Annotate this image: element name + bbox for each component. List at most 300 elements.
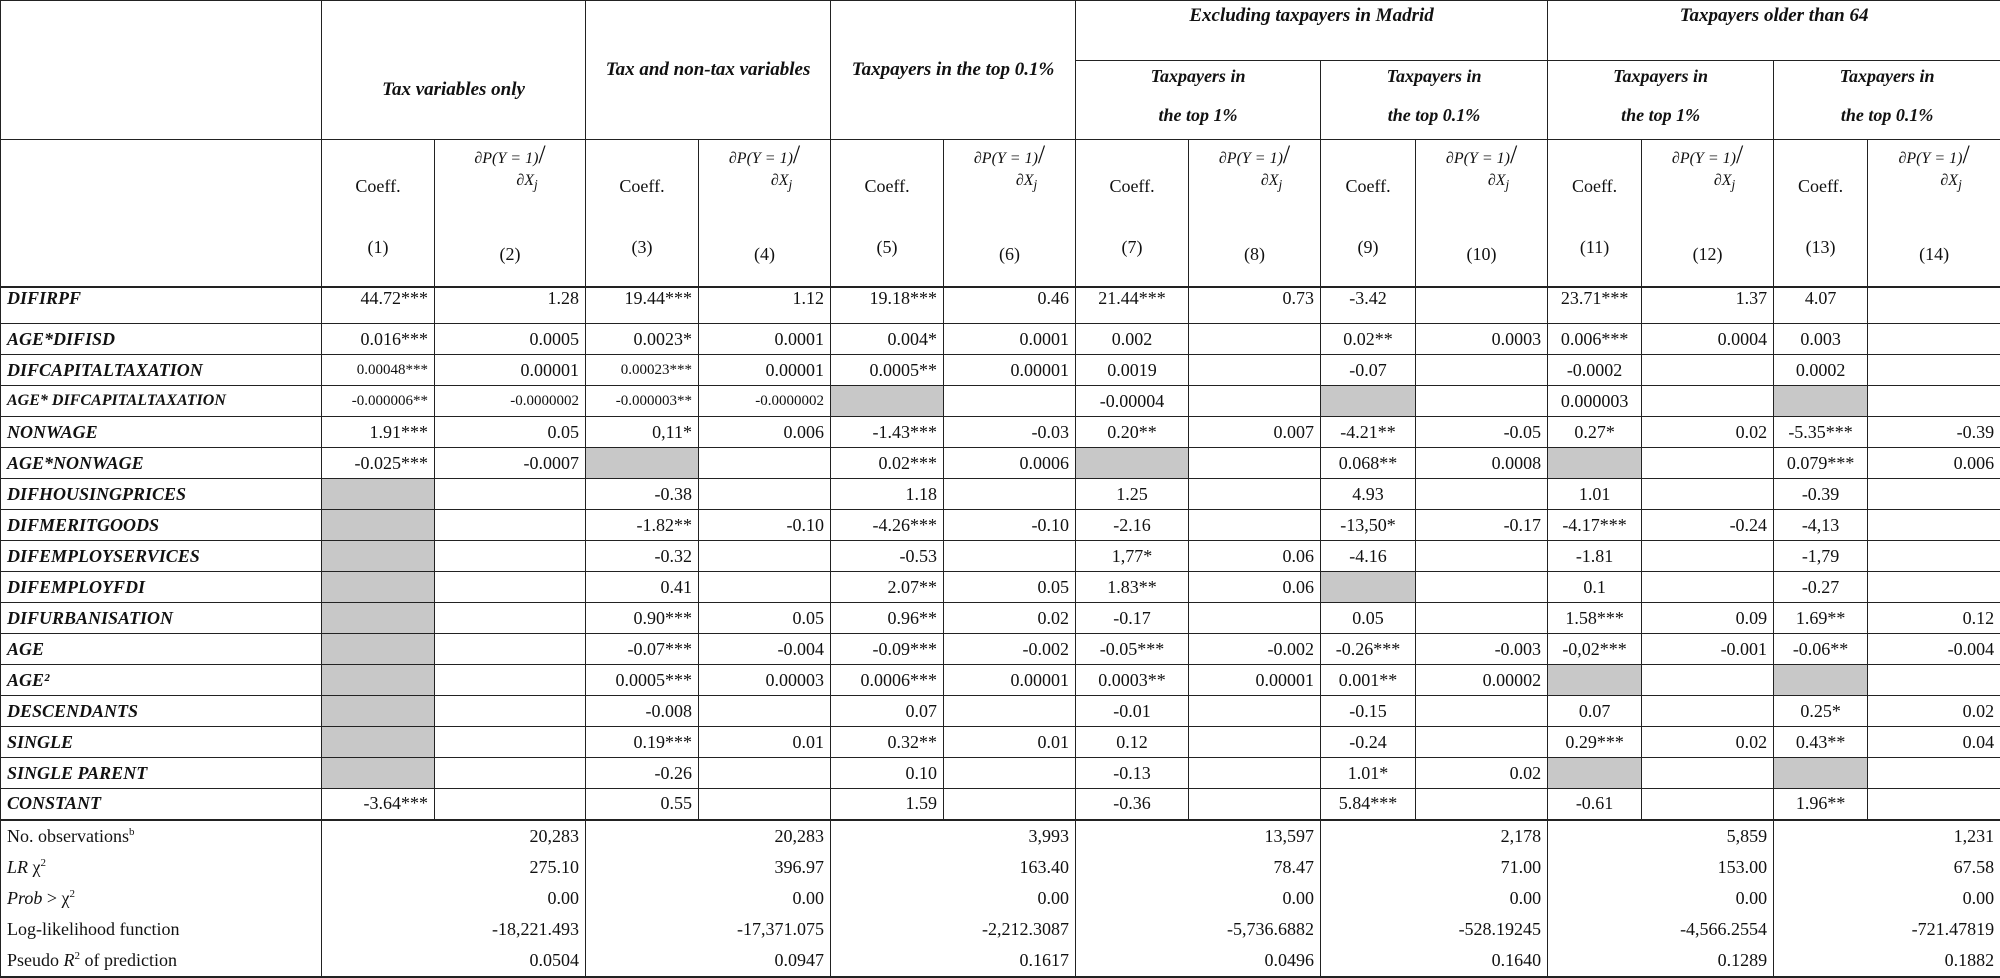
coefficient-cell bbox=[322, 541, 435, 572]
subgroup-line1: Taxpayers in bbox=[1327, 61, 1541, 91]
marginal-effect-cell: 0.0006 bbox=[944, 448, 1076, 479]
statistic-value: -528.19245 bbox=[1321, 914, 1548, 945]
formula-subscript: j bbox=[1958, 177, 1962, 192]
coefficient-cell: -3.42 bbox=[1321, 287, 1416, 324]
statistic-value: -18,221.493 bbox=[322, 914, 586, 945]
coeff-label: Coeff. bbox=[355, 176, 400, 196]
coefficient-cell: 44.72*** bbox=[322, 287, 435, 324]
marginal-effect-cell: 0.00001 bbox=[699, 355, 831, 386]
marginal-effect-cell: 1.28 bbox=[435, 287, 586, 324]
formula-numerator: ∂P(Y = 1) bbox=[1446, 150, 1510, 167]
coeff-label: Coeff. bbox=[1798, 176, 1843, 196]
marginal-effect-cell bbox=[435, 634, 586, 665]
column-number: (13) bbox=[1780, 237, 1861, 258]
coefficient-cell: 0.32** bbox=[831, 727, 944, 758]
marginal-effect-cell bbox=[1868, 572, 2000, 603]
marginal-effect-cell bbox=[435, 789, 586, 820]
row-label: DIFEMPLOYSERVICES bbox=[1, 541, 322, 572]
coefficient-cell: 0.41 bbox=[586, 572, 699, 603]
marginal-effect-cell: 1.12 bbox=[699, 287, 831, 324]
marginal-effect-cell: 0.04 bbox=[1868, 727, 2000, 758]
marginal-effect-cell bbox=[1868, 510, 2000, 541]
subgroup-line1: Taxpayers in bbox=[1554, 61, 1767, 91]
marginal-effect-cell bbox=[1416, 355, 1548, 386]
marginal-effect-formula bbox=[1672, 144, 1743, 196]
coefficient-cell: 2.07** bbox=[831, 572, 944, 603]
marginal-effect-cell: -0.001 bbox=[1642, 634, 1774, 665]
column-number: (6) bbox=[950, 244, 1069, 265]
table-row bbox=[1, 448, 2000, 479]
coefficient-cell bbox=[1321, 386, 1416, 417]
marginal-effect-cell: -0.05 bbox=[1416, 417, 1548, 448]
formula-numerator: ∂P(Y = 1) bbox=[474, 150, 538, 167]
coefficient-cell: 1.83** bbox=[1076, 572, 1189, 603]
marginal-effect-cell: 0.00001 bbox=[944, 355, 1076, 386]
statistic-value: 0.0504 bbox=[322, 945, 586, 977]
statistic-value: 0.1289 bbox=[1548, 945, 1774, 977]
statistic-row bbox=[1, 820, 2000, 852]
table-row bbox=[1, 386, 2000, 417]
coefficient-cell: 1.01* bbox=[1321, 758, 1416, 789]
coefficient-cell: 0.0023* bbox=[586, 324, 699, 355]
marginal-effect-cell: 0.73 bbox=[1189, 287, 1321, 324]
coefficient-cell bbox=[1548, 665, 1642, 696]
coefficient-cell: 0.10 bbox=[831, 758, 944, 789]
marginal-effect-cell: 0.05 bbox=[435, 417, 586, 448]
formula-slash: / bbox=[1962, 140, 1969, 169]
statistic-value: 1,231 bbox=[1774, 820, 2000, 852]
marginal-effect-cell bbox=[1642, 665, 1774, 696]
marginal-effect-cell bbox=[1868, 665, 2000, 696]
column-number: (11) bbox=[1554, 237, 1635, 258]
coefficient-cell: 1.18 bbox=[831, 479, 944, 510]
subgroup-line2: the top 1% bbox=[1554, 91, 1767, 139]
marginal-effect-cell bbox=[1416, 386, 1548, 417]
table-row bbox=[1, 324, 2000, 355]
marginal-effect-cell bbox=[1416, 572, 1548, 603]
marginal-effect-cell: 0.02 bbox=[1642, 727, 1774, 758]
coefficient-cell: 0.0002 bbox=[1774, 355, 1868, 386]
statistic-value: 5,859 bbox=[1548, 820, 1774, 852]
column-number: (4) bbox=[705, 244, 824, 265]
coefficient-cell: 0.20** bbox=[1076, 417, 1189, 448]
marginal-effect-cell: -0.004 bbox=[699, 634, 831, 665]
column-number: (7) bbox=[1082, 237, 1182, 258]
marginal-effect-cell bbox=[1868, 324, 2000, 355]
marginal-effect-cell: -0.0000002 bbox=[699, 386, 831, 417]
coefficient-cell: -0.01 bbox=[1076, 696, 1189, 727]
column-header-marginal-effect bbox=[944, 140, 1076, 287]
marginal-effect-cell: -0.03 bbox=[944, 417, 1076, 448]
coeff-label: Coeff. bbox=[1345, 176, 1390, 196]
formula-denominator bbox=[729, 170, 800, 196]
table-row bbox=[1, 355, 2000, 386]
label-text: > χ bbox=[42, 888, 69, 908]
coefficient-cell: 0.016*** bbox=[322, 324, 435, 355]
formula-den-text: ∂X bbox=[516, 172, 534, 189]
statistic-value: -17,371.075 bbox=[586, 914, 831, 945]
marginal-effect-cell bbox=[435, 510, 586, 541]
subgroup-older-top-1 bbox=[1548, 61, 1774, 140]
coefficient-cell bbox=[322, 510, 435, 541]
marginal-effect-formula bbox=[974, 144, 1045, 196]
coefficient-cell: 0.0006*** bbox=[831, 665, 944, 696]
coefficient-cell bbox=[322, 603, 435, 634]
marginal-effect-cell bbox=[944, 696, 1076, 727]
formula-denominator bbox=[474, 170, 545, 196]
statistic-value: 0.0947 bbox=[586, 945, 831, 977]
marginal-effect-cell: 0.00001 bbox=[944, 665, 1076, 696]
formula-numerator: ∂P(Y = 1) bbox=[729, 150, 793, 167]
group-older-than-64: Taxpayers older than 64 bbox=[1548, 1, 2000, 61]
column-header-row bbox=[1, 140, 2000, 287]
statistic-label bbox=[1, 852, 322, 883]
coefficient-cell: 0.0003** bbox=[1076, 665, 1189, 696]
column-number: (9) bbox=[1327, 237, 1409, 258]
table-row bbox=[1, 727, 2000, 758]
coefficient-cell: 0.27* bbox=[1548, 417, 1642, 448]
formula-slash: / bbox=[793, 140, 800, 169]
marginal-effect-cell bbox=[699, 758, 831, 789]
label-text: χ bbox=[28, 857, 41, 877]
coefficient-cell: 0.07 bbox=[831, 696, 944, 727]
label-tail: of prediction bbox=[80, 950, 177, 970]
column-number: (1) bbox=[328, 237, 428, 258]
formula-den-text: ∂X bbox=[1488, 172, 1506, 189]
marginal-effect-cell bbox=[435, 696, 586, 727]
coefficient-cell bbox=[322, 479, 435, 510]
marginal-effect-cell bbox=[1189, 386, 1321, 417]
column-header-marginal-effect bbox=[1868, 140, 2000, 287]
formula-denominator bbox=[974, 170, 1045, 196]
marginal-effect-formula bbox=[1446, 144, 1517, 196]
statistic-value: -2,212.3087 bbox=[831, 914, 1076, 945]
group-tax-variables-only: Tax variables only bbox=[322, 1, 586, 140]
table-row bbox=[1, 696, 2000, 727]
marginal-effect-cell bbox=[1868, 789, 2000, 820]
marginal-effect-cell bbox=[944, 386, 1076, 417]
marginal-effect-cell bbox=[1189, 603, 1321, 634]
statistic-value: 0.00 bbox=[1548, 883, 1774, 914]
statistic-value: -4,566.2554 bbox=[1548, 914, 1774, 945]
marginal-effect-cell: 0.0001 bbox=[944, 324, 1076, 355]
statistic-value: 20,283 bbox=[586, 820, 831, 852]
marginal-effect-cell bbox=[1189, 696, 1321, 727]
marginal-effect-cell bbox=[1868, 355, 2000, 386]
statistic-value: 67.58 bbox=[1774, 852, 2000, 883]
formula-slash: / bbox=[1283, 140, 1290, 169]
formula-slash: / bbox=[1736, 140, 1743, 169]
coefficient-cell: -0.05*** bbox=[1076, 634, 1189, 665]
coefficient-cell: -0.61 bbox=[1548, 789, 1642, 820]
statistic-value: 0.00 bbox=[1076, 883, 1321, 914]
marginal-effect-cell bbox=[1189, 355, 1321, 386]
subgroup-older-top-0-1 bbox=[1774, 61, 2000, 140]
formula-denominator bbox=[1219, 170, 1290, 196]
coefficient-cell: 1.96** bbox=[1774, 789, 1868, 820]
label-text: Pseudo bbox=[7, 950, 64, 970]
coefficient-cell: 0.00023*** bbox=[586, 355, 699, 386]
coefficient-cell: -1.82** bbox=[586, 510, 699, 541]
subgroup-madrid-top-1 bbox=[1076, 61, 1321, 140]
column-number: (2) bbox=[441, 244, 579, 265]
marginal-effect-cell bbox=[1416, 603, 1548, 634]
statistic-row bbox=[1, 945, 2000, 977]
coefficient-cell: 0.25* bbox=[1774, 696, 1868, 727]
marginal-effect-cell bbox=[1189, 479, 1321, 510]
formula-slash: / bbox=[1038, 140, 1045, 169]
row-label: DIFHOUSINGPRICES bbox=[1, 479, 322, 510]
coefficient-cell: 0.068** bbox=[1321, 448, 1416, 479]
coefficient-cell: -0.07*** bbox=[586, 634, 699, 665]
marginal-effect-cell: 0.006 bbox=[699, 417, 831, 448]
coefficient-cell bbox=[586, 448, 699, 479]
marginal-effect-cell: 0.12 bbox=[1868, 603, 2000, 634]
statistic-value: -721.47819 bbox=[1774, 914, 2000, 945]
coefficient-cell bbox=[322, 572, 435, 603]
coefficient-cell: 0.00048*** bbox=[322, 355, 435, 386]
column-header-coeff bbox=[1321, 140, 1416, 287]
coefficient-cell: 0.43** bbox=[1774, 727, 1868, 758]
coefficient-cell: -0.09*** bbox=[831, 634, 944, 665]
marginal-effect-cell bbox=[1189, 727, 1321, 758]
marginal-effect-cell bbox=[1642, 386, 1774, 417]
column-header-coeff bbox=[1076, 140, 1189, 287]
coefficient-cell: -5.35*** bbox=[1774, 417, 1868, 448]
statistic-value: 0.00 bbox=[586, 883, 831, 914]
coefficient-cell: -0.24 bbox=[1321, 727, 1416, 758]
formula-den-text: ∂X bbox=[771, 172, 789, 189]
marginal-effect-cell: 0.01 bbox=[699, 727, 831, 758]
marginal-effect-cell bbox=[699, 448, 831, 479]
label-superscript: 2 bbox=[41, 857, 47, 869]
table-row bbox=[1, 789, 2000, 820]
coefficient-cell: -0.0002 bbox=[1548, 355, 1642, 386]
coefficient-cell bbox=[322, 634, 435, 665]
marginal-effect-cell: 0.0008 bbox=[1416, 448, 1548, 479]
marginal-effect-cell: 0.0003 bbox=[1416, 324, 1548, 355]
statistic-label bbox=[1, 820, 322, 852]
formula-subscript: j bbox=[1279, 177, 1283, 192]
coefficient-cell: 0.90*** bbox=[586, 603, 699, 634]
column-header-coeff bbox=[322, 140, 435, 287]
formula-numerator: ∂P(Y = 1) bbox=[974, 150, 1038, 167]
subgroup-line2: the top 0.1% bbox=[1327, 91, 1541, 139]
column-number: (12) bbox=[1648, 244, 1767, 265]
row-label: DIFCAPITALTAXATION bbox=[1, 355, 322, 386]
formula-denominator bbox=[1446, 170, 1517, 196]
marginal-effect-cell bbox=[1868, 287, 2000, 324]
statistic-value: 275.10 bbox=[322, 852, 586, 883]
coefficient-cell: 19.44*** bbox=[586, 287, 699, 324]
marginal-effect-formula bbox=[1898, 144, 1969, 196]
statistic-value: -5,736.6882 bbox=[1076, 914, 1321, 945]
coefficient-cell: 0.0005*** bbox=[586, 665, 699, 696]
subgroup-madrid-top-0-1 bbox=[1321, 61, 1548, 140]
coefficient-cell bbox=[322, 758, 435, 789]
coefficient-cell: 1.91*** bbox=[322, 417, 435, 448]
table-row bbox=[1, 634, 2000, 665]
column-number: (5) bbox=[837, 237, 937, 258]
coefficient-cell: 0.07 bbox=[1548, 696, 1642, 727]
statistic-value: 78.47 bbox=[1076, 852, 1321, 883]
statistic-value: 163.40 bbox=[831, 852, 1076, 883]
coefficient-cell: -1,79 bbox=[1774, 541, 1868, 572]
marginal-effect-cell: 0.02 bbox=[1868, 696, 2000, 727]
coefficient-cell bbox=[1774, 665, 1868, 696]
coefficient-cell: -4.26*** bbox=[831, 510, 944, 541]
header-blank bbox=[1, 140, 322, 287]
column-header-coeff bbox=[831, 140, 944, 287]
row-label: DIFEMPLOYFDI bbox=[1, 572, 322, 603]
marginal-effect-cell bbox=[699, 789, 831, 820]
marginal-effect-cell: -0.39 bbox=[1868, 417, 2000, 448]
marginal-effect-cell: 0.46 bbox=[944, 287, 1076, 324]
statistic-value: 20,283 bbox=[322, 820, 586, 852]
column-header-marginal-effect bbox=[699, 140, 831, 287]
coeff-label: Coeff. bbox=[864, 176, 909, 196]
marginal-effect-cell bbox=[699, 479, 831, 510]
formula-den-text: ∂X bbox=[1261, 172, 1279, 189]
marginal-effect-cell bbox=[1189, 448, 1321, 479]
column-header-coeff bbox=[586, 140, 699, 287]
subgroup-line1: Taxpayers in bbox=[1780, 61, 1994, 91]
subgroup-line2: the top 0.1% bbox=[1780, 91, 1994, 139]
marginal-effect-cell: -0.24 bbox=[1642, 510, 1774, 541]
coefficient-cell: -4.21** bbox=[1321, 417, 1416, 448]
coefficient-cell: 4.07 bbox=[1774, 287, 1868, 324]
marginal-effect-cell bbox=[699, 541, 831, 572]
coefficient-cell: -1.81 bbox=[1548, 541, 1642, 572]
table-row bbox=[1, 603, 2000, 634]
coefficient-cell: 0.006*** bbox=[1548, 324, 1642, 355]
coeff-label: Coeff. bbox=[619, 176, 664, 196]
marginal-effect-cell: 0.05 bbox=[699, 603, 831, 634]
statistic-value: 2,178 bbox=[1321, 820, 1548, 852]
marginal-effect-cell: 0.00002 bbox=[1416, 665, 1548, 696]
marginal-effect-cell bbox=[1416, 696, 1548, 727]
label-text: No. observations bbox=[7, 826, 129, 846]
coefficient-cell: -0.26 bbox=[586, 758, 699, 789]
coeff-label: Coeff. bbox=[1109, 176, 1154, 196]
coefficient-cell: -0.32 bbox=[586, 541, 699, 572]
coefficient-cell: 1.69** bbox=[1774, 603, 1868, 634]
column-header-coeff bbox=[1774, 140, 1868, 287]
marginal-effect-cell bbox=[1189, 758, 1321, 789]
statistic-row bbox=[1, 883, 2000, 914]
marginal-effect-cell: -0.10 bbox=[944, 510, 1076, 541]
formula-subscript: j bbox=[1034, 177, 1038, 192]
coefficient-cell: 0.05 bbox=[1321, 603, 1416, 634]
marginal-effect-cell: -0.002 bbox=[944, 634, 1076, 665]
row-label: AGE*DIFISD bbox=[1, 324, 322, 355]
coefficient-cell: -0.15 bbox=[1321, 696, 1416, 727]
marginal-effect-cell bbox=[435, 603, 586, 634]
coefficient-cell: 1,77* bbox=[1076, 541, 1189, 572]
marginal-effect-cell bbox=[1642, 355, 1774, 386]
column-number: (3) bbox=[592, 237, 692, 258]
formula-den-text: ∂X bbox=[1714, 172, 1732, 189]
marginal-effect-cell bbox=[435, 758, 586, 789]
coefficient-cell bbox=[1774, 758, 1868, 789]
statistic-value: 0.00 bbox=[831, 883, 1076, 914]
formula-den-text: ∂X bbox=[1016, 172, 1034, 189]
coefficient-cell bbox=[1321, 572, 1416, 603]
coefficient-cell: 0.004* bbox=[831, 324, 944, 355]
marginal-effect-cell bbox=[1189, 789, 1321, 820]
marginal-effect-cell: -0.003 bbox=[1416, 634, 1548, 665]
coefficient-cell: -0.27 bbox=[1774, 572, 1868, 603]
subgroup-line2: the top 1% bbox=[1082, 91, 1314, 139]
coefficient-cell: 0.079*** bbox=[1774, 448, 1868, 479]
statistic-row bbox=[1, 914, 2000, 945]
label-superscript: b bbox=[129, 826, 135, 838]
formula-den-text: ∂X bbox=[1940, 172, 1958, 189]
statistic-value: 13,597 bbox=[1076, 820, 1321, 852]
marginal-effect-cell: 0.06 bbox=[1189, 572, 1321, 603]
statistic-label bbox=[1, 883, 322, 914]
coefficient-cell: -0.17 bbox=[1076, 603, 1189, 634]
statistic-value: 0.00 bbox=[1774, 883, 2000, 914]
coefficient-cell: 21.44*** bbox=[1076, 287, 1189, 324]
row-label: SINGLE PARENT bbox=[1, 758, 322, 789]
coefficient-cell: 0.02*** bbox=[831, 448, 944, 479]
coefficient-cell: -0.26*** bbox=[1321, 634, 1416, 665]
label-italic: Prob bbox=[7, 888, 42, 908]
statistic-label bbox=[1, 914, 322, 945]
row-label: CONSTANT bbox=[1, 789, 322, 820]
row-label: DESCENDANTS bbox=[1, 696, 322, 727]
marginal-effect-cell: 0.09 bbox=[1642, 603, 1774, 634]
row-label: AGE bbox=[1, 634, 322, 665]
statistic-value: 396.97 bbox=[586, 852, 831, 883]
statistic-value: 0.00 bbox=[322, 883, 586, 914]
formula-subscript: j bbox=[534, 177, 538, 192]
marginal-effect-cell bbox=[1642, 572, 1774, 603]
formula-subscript: j bbox=[1732, 177, 1736, 192]
column-number: (10) bbox=[1422, 244, 1541, 265]
table-row bbox=[1, 665, 2000, 696]
row-label: AGE* DIFCAPITALTAXATION bbox=[1, 386, 322, 417]
marginal-effect-cell: 0.01 bbox=[944, 727, 1076, 758]
formula-subscript: j bbox=[789, 177, 793, 192]
statistic-value: 0.0496 bbox=[1076, 945, 1321, 977]
statistic-value: 0.1882 bbox=[1774, 945, 2000, 977]
coefficient-cell: -2.16 bbox=[1076, 510, 1189, 541]
coefficient-cell: -0,02*** bbox=[1548, 634, 1642, 665]
coefficient-cell: -0.06** bbox=[1774, 634, 1868, 665]
header-corner bbox=[1, 1, 322, 140]
coefficient-cell: 1.58*** bbox=[1548, 603, 1642, 634]
coefficient-cell: -3.64*** bbox=[322, 789, 435, 820]
column-number: (14) bbox=[1874, 244, 1994, 265]
coefficient-cell: -13,50* bbox=[1321, 510, 1416, 541]
marginal-effect-cell bbox=[1416, 479, 1548, 510]
label-text: Log-likelihood function bbox=[7, 919, 179, 939]
column-header-marginal-effect bbox=[435, 140, 586, 287]
marginal-effect-cell bbox=[1868, 758, 2000, 789]
marginal-effect-cell bbox=[1642, 448, 1774, 479]
marginal-effect-cell bbox=[435, 479, 586, 510]
marginal-effect-cell bbox=[699, 572, 831, 603]
marginal-effect-cell: 0.0001 bbox=[699, 324, 831, 355]
coefficient-cell: 0.0019 bbox=[1076, 355, 1189, 386]
row-label: DIFURBANISATION bbox=[1, 603, 322, 634]
marginal-effect-cell: 0.0004 bbox=[1642, 324, 1774, 355]
formula-numerator: ∂P(Y = 1) bbox=[1898, 150, 1962, 167]
coefficient-cell bbox=[1548, 758, 1642, 789]
statistic-row bbox=[1, 852, 2000, 883]
